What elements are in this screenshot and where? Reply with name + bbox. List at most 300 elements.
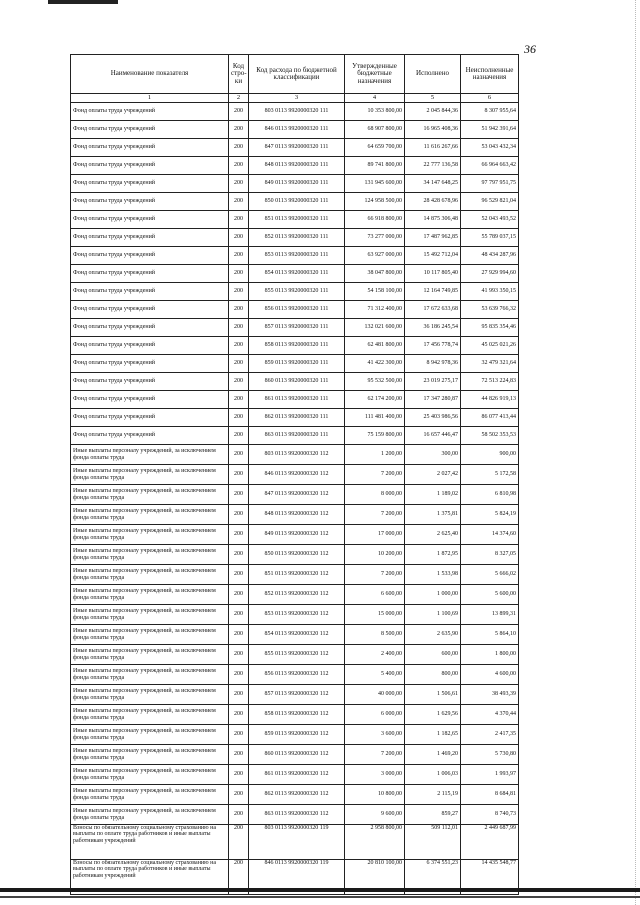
row-name: Фонд оплаты труда учреждений xyxy=(71,301,229,319)
row-expense-code: 803 0113 9920000320 111 xyxy=(249,103,345,121)
row-approved: 71 312 400,00 xyxy=(345,301,405,319)
table-row xyxy=(71,485,519,505)
row-executed: 2 045 844,36 xyxy=(405,103,461,121)
table-row xyxy=(71,505,519,525)
row-name: Иные выплаты персоналу учреждений, за исключением фонда оплаты труда xyxy=(71,445,229,465)
table-row xyxy=(71,685,519,705)
row-approved: 6 000,00 xyxy=(345,705,405,725)
row-line-code: 200 xyxy=(229,391,249,409)
row-executed: 859,27 xyxy=(405,805,461,825)
row-expense-code: 853 0113 9920000320 112 xyxy=(249,605,345,625)
row-unexecuted: 44 826 919,13 xyxy=(461,391,519,409)
row-approved: 54 158 100,00 xyxy=(345,283,405,301)
row-name: Взносы по обязательному социальному страхованию на выплаты по оплате труда работников и иные выплаты работникам учреждений xyxy=(71,860,229,895)
header-name: Наименование показателя xyxy=(71,55,229,94)
row-executed: 800,00 xyxy=(405,665,461,685)
table-row xyxy=(71,645,519,665)
row-name: Фонд оплаты труда учреждений xyxy=(71,211,229,229)
row-unexecuted: 4 370,44 xyxy=(461,705,519,725)
row-executed: 23 019 275,17 xyxy=(405,373,461,391)
row-unexecuted: 2 449 687,99 xyxy=(461,825,519,860)
table-row xyxy=(71,355,519,373)
header-approved: Утвержденные бюджетные назначения xyxy=(345,55,405,94)
column-number-row xyxy=(71,94,519,103)
row-line-code: 200 xyxy=(229,725,249,745)
row-line-code: 200 xyxy=(229,705,249,725)
row-expense-code: 855 0113 9920000320 111 xyxy=(249,283,345,301)
scan-edge-noise xyxy=(634,0,636,905)
row-unexecuted: 53 639 766,32 xyxy=(461,301,519,319)
row-approved: 9 600,00 xyxy=(345,805,405,825)
row-expense-code: 854 0113 9920000320 111 xyxy=(249,265,345,283)
row-expense-code: 854 0113 9920000320 112 xyxy=(249,625,345,645)
row-expense-code: 861 0113 9920000320 111 xyxy=(249,391,345,409)
row-unexecuted: 8 327,05 xyxy=(461,545,519,565)
row-executed: 28 428 678,96 xyxy=(405,193,461,211)
row-expense-code: 858 0113 9920000320 112 xyxy=(249,705,345,725)
row-expense-code: 850 0113 9920000320 111 xyxy=(249,193,345,211)
table-row xyxy=(71,785,519,805)
table-row xyxy=(71,319,519,337)
row-line-code: 200 xyxy=(229,685,249,705)
row-line-code: 200 xyxy=(229,121,249,139)
row-expense-code: 851 0113 9920000320 112 xyxy=(249,565,345,585)
header-unexecuted: Неисполненные назначения xyxy=(461,55,519,94)
table-row xyxy=(71,301,519,319)
table-row xyxy=(71,139,519,157)
row-line-code: 200 xyxy=(229,585,249,605)
row-unexecuted: 51 942 391,64 xyxy=(461,121,519,139)
row-executed: 22 777 136,58 xyxy=(405,157,461,175)
row-unexecuted: 53 043 432,34 xyxy=(461,139,519,157)
table-row xyxy=(71,545,519,565)
row-expense-code: 848 0113 9920000320 111 xyxy=(249,157,345,175)
row-expense-code: 846 0113 9920000320 111 xyxy=(249,121,345,139)
table-row xyxy=(71,825,519,860)
table-row xyxy=(71,175,519,193)
row-expense-code: 856 0113 9920000320 112 xyxy=(249,665,345,685)
row-executed: 2 625,40 xyxy=(405,525,461,545)
table-row xyxy=(71,121,519,139)
row-executed: 1 100,69 xyxy=(405,605,461,625)
row-unexecuted: 900,00 xyxy=(461,445,519,465)
column-number: 2 xyxy=(229,94,249,103)
header-executed: Исполнено xyxy=(405,55,461,94)
row-line-code: 200 xyxy=(229,625,249,645)
row-line-code: 200 xyxy=(229,765,249,785)
row-unexecuted: 72 513 224,83 xyxy=(461,373,519,391)
row-executed: 8 942 978,36 xyxy=(405,355,461,373)
table-row xyxy=(71,229,519,247)
row-name: Фонд оплаты труда учреждений xyxy=(71,391,229,409)
row-approved: 131 945 600,00 xyxy=(345,175,405,193)
table-row xyxy=(71,625,519,645)
row-name: Фонд оплаты труда учреждений xyxy=(71,157,229,175)
row-expense-code: 853 0113 9920000320 111 xyxy=(249,247,345,265)
row-unexecuted: 38 493,39 xyxy=(461,685,519,705)
row-unexecuted: 41 993 350,15 xyxy=(461,283,519,301)
row-unexecuted: 4 600,00 xyxy=(461,665,519,685)
table-row xyxy=(71,265,519,283)
row-expense-code: 847 0113 9920000320 112 xyxy=(249,485,345,505)
row-name: Фонд оплаты труда учреждений xyxy=(71,319,229,337)
row-expense-code: 857 0113 9920000320 112 xyxy=(249,685,345,705)
row-executed: 1 506,61 xyxy=(405,685,461,705)
row-unexecuted: 6 810,98 xyxy=(461,485,519,505)
row-line-code: 200 xyxy=(229,427,249,445)
row-executed: 1 182,65 xyxy=(405,725,461,745)
row-name: Фонд оплаты труда учреждений xyxy=(71,175,229,193)
row-approved: 10 353 800,00 xyxy=(345,103,405,121)
row-executed: 1 629,56 xyxy=(405,705,461,725)
row-expense-code: 859 0113 9920000320 111 xyxy=(249,355,345,373)
table-row xyxy=(71,427,519,445)
table-row xyxy=(71,465,519,485)
table-row xyxy=(71,605,519,625)
row-name: Иные выплаты персоналу учреждений, за исключением фонда оплаты труда xyxy=(71,785,229,805)
row-expense-code: 862 0113 9920000320 111 xyxy=(249,409,345,427)
row-name: Иные выплаты персоналу учреждений, за исключением фонда оплаты труда xyxy=(71,585,229,605)
row-approved: 63 927 000,00 xyxy=(345,247,405,265)
table-row xyxy=(71,565,519,585)
row-unexecuted: 5 600,00 xyxy=(461,585,519,605)
table-row xyxy=(71,157,519,175)
table-row xyxy=(71,247,519,265)
row-name: Фонд оплаты труда учреждений xyxy=(71,229,229,247)
row-line-code: 200 xyxy=(229,805,249,825)
row-line-code: 200 xyxy=(229,860,249,895)
row-approved: 7 200,00 xyxy=(345,505,405,525)
row-name: Фонд оплаты труда учреждений xyxy=(71,139,229,157)
table-row xyxy=(71,665,519,685)
row-expense-code: 861 0113 9920000320 112 xyxy=(249,765,345,785)
table-row xyxy=(71,525,519,545)
row-approved: 3 000,00 xyxy=(345,765,405,785)
row-line-code: 200 xyxy=(229,373,249,391)
row-expense-code: 846 0113 9920000320 119 xyxy=(249,860,345,895)
table-row xyxy=(71,337,519,355)
row-line-code: 200 xyxy=(229,175,249,193)
row-line-code: 200 xyxy=(229,745,249,765)
budget-execution-table xyxy=(70,54,519,895)
row-expense-code: 858 0113 9920000320 111 xyxy=(249,337,345,355)
row-line-code: 200 xyxy=(229,545,249,565)
table-row xyxy=(71,283,519,301)
table-row xyxy=(71,445,519,465)
row-line-code: 200 xyxy=(229,605,249,625)
row-expense-code: 856 0113 9920000320 111 xyxy=(249,301,345,319)
row-approved: 62 174 200,00 xyxy=(345,391,405,409)
row-line-code: 200 xyxy=(229,193,249,211)
row-approved: 7 200,00 xyxy=(345,465,405,485)
table-row xyxy=(71,585,519,605)
row-name: Фонд оплаты труда учреждений xyxy=(71,193,229,211)
row-unexecuted: 58 502 353,53 xyxy=(461,427,519,445)
row-executed: 1 469,20 xyxy=(405,745,461,765)
row-approved: 15 000,00 xyxy=(345,605,405,625)
row-expense-code: 849 0113 9920000320 111 xyxy=(249,175,345,193)
row-unexecuted: 8 684,81 xyxy=(461,785,519,805)
row-executed: 1 533,98 xyxy=(405,565,461,585)
table-row xyxy=(71,745,519,765)
table-row xyxy=(71,103,519,121)
row-executed: 17 347 280,87 xyxy=(405,391,461,409)
row-executed: 509 112,01 xyxy=(405,825,461,860)
row-name: Иные выплаты персоналу учреждений, за исключением фонда оплаты труда xyxy=(71,505,229,525)
table-header-row xyxy=(71,55,519,94)
row-expense-code: 863 0113 9920000320 111 xyxy=(249,427,345,445)
row-executed: 1 000,00 xyxy=(405,585,461,605)
row-expense-code: 862 0113 9920000320 112 xyxy=(249,785,345,805)
row-approved: 73 277 000,00 xyxy=(345,229,405,247)
row-approved: 132 021 600,00 xyxy=(345,319,405,337)
row-approved: 38 047 800,00 xyxy=(345,265,405,283)
row-unexecuted: 55 789 037,15 xyxy=(461,229,519,247)
row-unexecuted: 5 864,10 xyxy=(461,625,519,645)
row-approved: 66 918 800,00 xyxy=(345,211,405,229)
row-expense-code: 803 0113 9920000320 119 xyxy=(249,825,345,860)
row-line-code: 200 xyxy=(229,157,249,175)
row-name: Взносы по обязательному социальному страхованию на выплаты по оплате труда работников и иные выплаты работникам учреждений xyxy=(71,825,229,860)
scan-top-mark xyxy=(48,0,118,4)
table-row xyxy=(71,391,519,409)
column-number: 5 xyxy=(405,94,461,103)
row-unexecuted: 1 800,00 xyxy=(461,645,519,665)
row-name: Фонд оплаты труда учреждений xyxy=(71,265,229,283)
row-approved: 111 481 400,00 xyxy=(345,409,405,427)
row-name: Иные выплаты персоналу учреждений, за исключением фонда оплаты труда xyxy=(71,685,229,705)
row-approved: 7 200,00 xyxy=(345,565,405,585)
row-executed: 36 186 245,54 xyxy=(405,319,461,337)
row-name: Фонд оплаты труда учреждений xyxy=(71,373,229,391)
row-unexecuted: 86 077 413,44 xyxy=(461,409,519,427)
row-executed: 1 375,81 xyxy=(405,505,461,525)
column-number: 6 xyxy=(461,94,519,103)
row-executed: 17 672 633,68 xyxy=(405,301,461,319)
row-line-code: 200 xyxy=(229,337,249,355)
row-executed: 2 115,19 xyxy=(405,785,461,805)
row-line-code: 200 xyxy=(229,409,249,427)
row-executed: 16 965 408,36 xyxy=(405,121,461,139)
row-approved: 64 659 700,00 xyxy=(345,139,405,157)
row-line-code: 200 xyxy=(229,301,249,319)
row-approved: 8 500,00 xyxy=(345,625,405,645)
table-row xyxy=(71,409,519,427)
table-row xyxy=(71,725,519,745)
row-unexecuted: 8 740,73 xyxy=(461,805,519,825)
row-executed: 15 492 712,04 xyxy=(405,247,461,265)
row-approved: 10 800,00 xyxy=(345,785,405,805)
row-line-code: 200 xyxy=(229,525,249,545)
row-approved: 3 600,00 xyxy=(345,725,405,745)
row-line-code: 200 xyxy=(229,485,249,505)
table-body xyxy=(71,103,519,895)
row-approved: 2 400,00 xyxy=(345,645,405,665)
row-approved: 89 741 800,00 xyxy=(345,157,405,175)
row-line-code: 200 xyxy=(229,283,249,301)
row-line-code: 200 xyxy=(229,785,249,805)
row-expense-code: 852 0113 9920000320 112 xyxy=(249,585,345,605)
row-executed: 10 117 805,40 xyxy=(405,265,461,283)
row-name: Фонд оплаты труда учреждений xyxy=(71,409,229,427)
row-name: Иные выплаты персоналу учреждений, за исключением фонда оплаты труда xyxy=(71,725,229,745)
column-number: 3 xyxy=(249,94,345,103)
table-row xyxy=(71,193,519,211)
row-line-code: 200 xyxy=(229,319,249,337)
row-unexecuted: 27 929 994,60 xyxy=(461,265,519,283)
row-line-code: 200 xyxy=(229,103,249,121)
row-unexecuted: 1 993,97 xyxy=(461,765,519,785)
row-name: Иные выплаты персоналу учреждений, за исключением фонда оплаты труда xyxy=(71,765,229,785)
row-expense-code: 860 0113 9920000320 111 xyxy=(249,373,345,391)
row-line-code: 200 xyxy=(229,139,249,157)
row-unexecuted: 2 417,35 xyxy=(461,725,519,745)
row-unexecuted: 5 824,19 xyxy=(461,505,519,525)
row-name: Иные выплаты персоналу учреждений, за исключением фонда оплаты труда xyxy=(71,465,229,485)
row-name: Иные выплаты персоналу учреждений, за исключением фонда оплаты труда xyxy=(71,705,229,725)
row-expense-code: 849 0113 9920000320 112 xyxy=(249,525,345,545)
row-line-code: 200 xyxy=(229,565,249,585)
row-name: Иные выплаты персоналу учреждений, за исключением фонда оплаты труда xyxy=(71,485,229,505)
row-line-code: 200 xyxy=(229,229,249,247)
row-approved: 8 000,00 xyxy=(345,485,405,505)
row-unexecuted: 97 797 951,75 xyxy=(461,175,519,193)
row-expense-code: 851 0113 9920000320 111 xyxy=(249,211,345,229)
row-approved: 6 600,00 xyxy=(345,585,405,605)
row-name: Фонд оплаты труда учреждений xyxy=(71,427,229,445)
row-executed: 14 875 306,48 xyxy=(405,211,461,229)
row-approved: 7 200,00 xyxy=(345,745,405,765)
row-executed: 12 164 749,85 xyxy=(405,283,461,301)
row-unexecuted: 96 529 821,04 xyxy=(461,193,519,211)
row-name: Фонд оплаты труда учреждений xyxy=(71,283,229,301)
row-name: Фонд оплаты труда учреждений xyxy=(71,337,229,355)
row-executed: 600,00 xyxy=(405,645,461,665)
row-unexecuted: 14 435 548,77 xyxy=(461,860,519,895)
row-expense-code: 859 0113 9920000320 112 xyxy=(249,725,345,745)
page-number: 36 xyxy=(524,42,536,56)
row-name: Иные выплаты персоналу учреждений, за исключением фонда оплаты труда xyxy=(71,565,229,585)
scan-bottom-rule-thin xyxy=(0,896,640,898)
row-line-code: 200 xyxy=(229,645,249,665)
row-approved: 1 200,00 xyxy=(345,445,405,465)
row-executed: 2 635,90 xyxy=(405,625,461,645)
table-row xyxy=(71,765,519,785)
row-line-code: 200 xyxy=(229,505,249,525)
row-unexecuted: 13 899,31 xyxy=(461,605,519,625)
row-expense-code: 850 0113 9920000320 112 xyxy=(249,545,345,565)
row-name: Иные выплаты персоналу учреждений, за исключением фонда оплаты труда xyxy=(71,665,229,685)
row-approved: 95 532 500,00 xyxy=(345,373,405,391)
row-expense-code: 857 0113 9920000320 111 xyxy=(249,319,345,337)
row-executed: 2 027,42 xyxy=(405,465,461,485)
row-executed: 6 374 551,23 xyxy=(405,860,461,895)
row-name: Иные выплаты персоналу учреждений, за исключением фонда оплаты труда xyxy=(71,525,229,545)
row-line-code: 200 xyxy=(229,355,249,373)
row-name: Иные выплаты персоналу учреждений, за исключением фонда оплаты труда xyxy=(71,545,229,565)
row-executed: 25 403 986,56 xyxy=(405,409,461,427)
row-approved: 41 422 300,00 xyxy=(345,355,405,373)
row-name: Иные выплаты персоналу учреждений, за исключением фонда оплаты труда xyxy=(71,645,229,665)
row-expense-code: 855 0113 9920000320 112 xyxy=(249,645,345,665)
row-executed: 34 147 648,25 xyxy=(405,175,461,193)
row-approved: 75 159 800,00 xyxy=(345,427,405,445)
row-approved: 17 000,00 xyxy=(345,525,405,545)
row-name: Фонд оплаты труда учреждений xyxy=(71,103,229,121)
row-unexecuted: 52 043 493,52 xyxy=(461,211,519,229)
row-approved: 124 958 500,00 xyxy=(345,193,405,211)
row-unexecuted: 5 666,02 xyxy=(461,565,519,585)
table-row xyxy=(71,211,519,229)
row-executed: 300,00 xyxy=(405,445,461,465)
row-line-code: 200 xyxy=(229,247,249,265)
row-name: Иные выплаты персоналу учреждений, за исключением фонда оплаты труда xyxy=(71,625,229,645)
table-row xyxy=(71,705,519,725)
row-name: Фонд оплаты труда учреждений xyxy=(71,247,229,265)
scan-bottom-rule xyxy=(0,888,640,892)
row-name: Фонд оплаты труда учреждений xyxy=(71,121,229,139)
column-number: 4 xyxy=(345,94,405,103)
row-unexecuted: 8 307 955,64 xyxy=(461,103,519,121)
row-approved: 62 481 800,00 xyxy=(345,337,405,355)
header-line-code: Код стро-ки xyxy=(229,55,249,94)
row-approved: 5 400,00 xyxy=(345,665,405,685)
row-expense-code: 863 0113 9920000320 112 xyxy=(249,805,345,825)
row-name: Фонд оплаты труда учреждений xyxy=(71,355,229,373)
row-unexecuted: 95 835 354,46 xyxy=(461,319,519,337)
row-approved: 10 200,00 xyxy=(345,545,405,565)
row-approved: 40 000,00 xyxy=(345,685,405,705)
row-approved: 2 958 800,00 xyxy=(345,825,405,860)
table-row xyxy=(71,373,519,391)
row-expense-code: 803 0113 9920000320 112 xyxy=(249,445,345,465)
row-executed: 17 456 778,74 xyxy=(405,337,461,355)
row-name: Иные выплаты персоналу учреждений, за исключением фонда оплаты труда xyxy=(71,745,229,765)
row-expense-code: 846 0113 9920000320 112 xyxy=(249,465,345,485)
row-expense-code: 860 0113 9920000320 112 xyxy=(249,745,345,765)
row-line-code: 200 xyxy=(229,265,249,283)
row-line-code: 200 xyxy=(229,665,249,685)
row-executed: 11 616 267,66 xyxy=(405,139,461,157)
row-approved: 20 810 100,00 xyxy=(345,860,405,895)
header-expense-code: Код расхода по бюджетной классификации xyxy=(249,55,345,94)
row-executed: 16 657 446,47 xyxy=(405,427,461,445)
row-executed: 1 189,02 xyxy=(405,485,461,505)
row-line-code: 200 xyxy=(229,211,249,229)
row-line-code: 200 xyxy=(229,825,249,860)
row-line-code: 200 xyxy=(229,465,249,485)
row-expense-code: 847 0113 9920000320 111 xyxy=(249,139,345,157)
row-unexecuted: 66 964 663,42 xyxy=(461,157,519,175)
column-number: 1 xyxy=(71,94,229,103)
row-executed: 1 006,03 xyxy=(405,765,461,785)
table-row xyxy=(71,805,519,825)
row-name: Иные выплаты персоналу учреждений, за исключением фонда оплаты труда xyxy=(71,805,229,825)
row-executed: 17 487 962,85 xyxy=(405,229,461,247)
row-unexecuted: 45 025 021,26 xyxy=(461,337,519,355)
row-unexecuted: 14 374,60 xyxy=(461,525,519,545)
row-executed: 1 872,95 xyxy=(405,545,461,565)
row-expense-code: 852 0113 9920000320 111 xyxy=(249,229,345,247)
row-unexecuted: 48 434 287,96 xyxy=(461,247,519,265)
row-expense-code: 848 0113 9920000320 112 xyxy=(249,505,345,525)
row-approved: 68 907 800,00 xyxy=(345,121,405,139)
row-unexecuted: 32 479 321,64 xyxy=(461,355,519,373)
row-name: Иные выплаты персоналу учреждений, за исключением фонда оплаты труда xyxy=(71,605,229,625)
row-unexecuted: 5 172,58 xyxy=(461,465,519,485)
row-line-code: 200 xyxy=(229,445,249,465)
row-unexecuted: 5 730,80 xyxy=(461,745,519,765)
